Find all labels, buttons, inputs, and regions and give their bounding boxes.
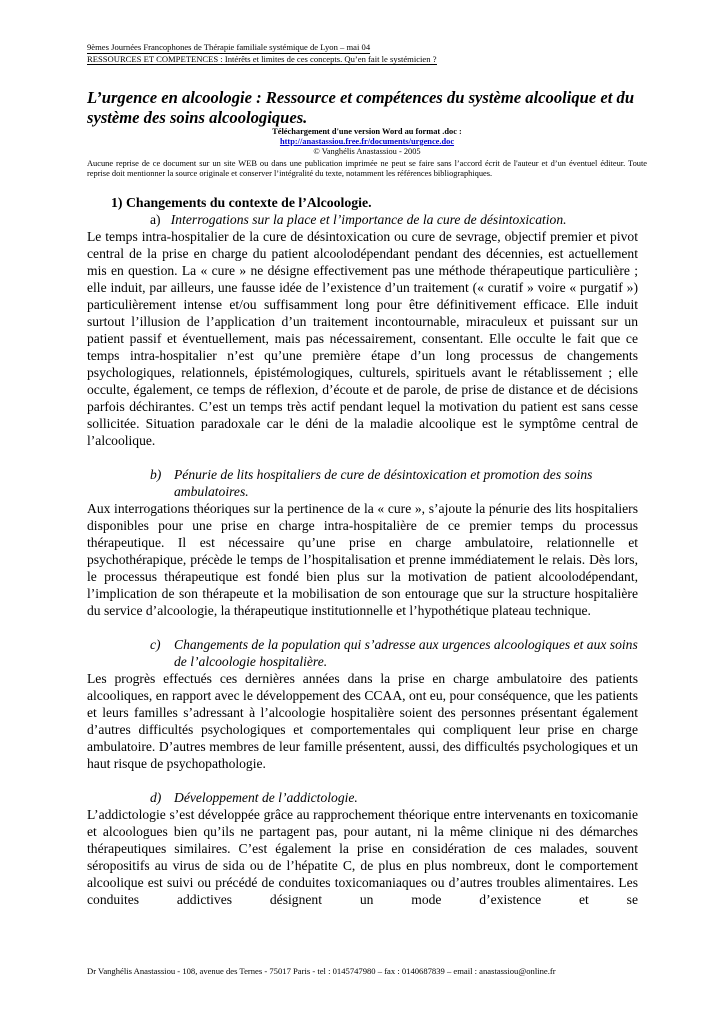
subsection-a-letter: a) — [150, 212, 161, 227]
subsection-d-text: L’addictologie s’est développée grâce au rapprochement théorique entre intervenants en toxicomanie et alcoologues bien qu’ils ne partagent pas, pour autant, ni la même clinique ni des démarches thérapeutiques similaires. C’est également la prise en considération de ces malades, souvent séropositifs au virus de sida ou de l’hépatite C, de plus en plus nombreux, dont le comportement alcoolique est suivi ou précédé de conduites toxicomaniaques ou d’autres troubles alimentaires. Les conduites addictives désignent un mode d’existence et se — [87, 807, 638, 907]
subsection-c-title — [87, 636, 638, 670]
subsection-a-text: Le temps intra-hospitalier de la cure de désintoxication ou cure de sevrage, objectif premier et pivot central de la prise en charge du patient alcoolodépendant pendant des décennies, est actuellement mis en question. La « cure » ne désigne effectivement pas une méthode thérapeutique particulière ; elle induit, par ailleurs, une fausse idée de l’existence d’un traitement (« curatif » voire « purgatif ») particulièrement intense et/ou suffisamment long pour être définitivement efficace. Elle induit surtout l’illusion de l’application d’un traitement incontournable, miraculeux et puissant sur un patient passif et éventuellement, mais pas nécessairement, consentant. Elle occulte le fait que ce temps intra-hospitalier n’est qu’une première étape d’un long processus de changements psychologiques, relationnels, épistémologiques, culturels, spirituels avant le rétablissement ; elle occulte, également, ce temps de réflexion, d’écoute et de parole, de prise de distance et de décisions parfois déchirantes. C’est un temps très actif pendant lequel la motivation du patient est sans cesse sollicitée. Situation paradoxale car le déni de la maladie alcoolique est le symptôme central de l’alcoolique. — [87, 229, 638, 448]
subsection-b-text: Aux interrogations théoriques sur la pertinence de la « cure », s’ajoute la pénurie des lits hospitaliers disponibles pour une prise en charge intra-hospitalière de ce premier temps du processus thérapeutique. Il est nécessaire qu’une prise en charge ambulatoire, relationnelle et psychothérapique, précède le temps de l’hospitalisation et prenne immédiatement le relais. Dès lors, le processus thérapeutique est fondé bien plus sur la motivation de patient alcoolodépendant, l’implication de son thérapeute et la mobilisation de son entourage que sur la structure hospitalière du service d’alcoologie, la thérapeutique institutionnelle et l’hypothétique plateau technique. — [87, 501, 638, 618]
download-block — [87, 127, 647, 157]
page-header — [87, 42, 647, 65]
subsection-b-letter: b) — [150, 467, 162, 482]
document-title: L’urgence en alcoologie : Ressource et compétences du système alcoolique et du système des soins alcoologiques. — [87, 88, 635, 127]
subsection-b-heading: Pénurie de lits hospitaliers de cure de désintoxication et promotion des soins ambulatoires. — [174, 467, 593, 499]
page-footer: Dr Vanghélis Anastassiou - 108, avenue des Ternes - 75017 Paris - tel : 0145747980 – fax : 0140687839 – email : anastassiou@online.fr — [87, 966, 556, 976]
subsection-c-letter: c) — [150, 637, 161, 652]
copyright-line: © Vanghélis Anastassiou - 2005 — [313, 147, 421, 156]
main-content — [87, 194, 638, 908]
reproduction-notice: Aucune reprise de ce document sur un site WEB ou dans une publication imprimée ne peut se faire sans l’accord écrit de l'auteur et d’un éventuel éditeur. Toute reprise doit mentionner la source originale et conserver l’intégralité du texte, notamment les références bibliographiques. — [87, 159, 647, 178]
subsection-d-letter: d) — [150, 790, 162, 805]
subsection-d-title — [87, 789, 638, 806]
subsection-a-heading: Interrogations sur la place et l’importance de la cure de désintoxication. — [170, 212, 567, 227]
header-line-1: 9èmes Journées Francophones de Thérapie familiale systémique de Lyon – mai 04 — [87, 42, 371, 52]
section-heading: 1) Changements du contexte de l’Alcoologie. — [111, 195, 372, 210]
download-link[interactable]: http://anastassiou.free.fr/documents/urgence.doc — [279, 137, 455, 146]
subsection-a-title — [87, 211, 638, 228]
subsection-c-heading: Changements de la population qui s’adresse aux urgences alcoologiques et aux soins de l’alcoologie hospitalière. — [174, 637, 638, 669]
subsection-c-text: Les progrès effectués ces dernières années dans la prise en charge ambulatoire des patients alcooliques, en rapport avec le développement des CCAA, ont eu, pour conséquence, que les patients et leurs familles s’adressant à l’alcoologie hospitalière soient des personnes présentant également d’autres difficultés psychologiques et comportementales qui compliquent leur prise en charge ambulatoire. D’autres membres de leur famille présentent, aussi, des difficultés psychologiques et un haut risque de psychopathologie. — [87, 671, 638, 771]
download-label: Téléchargement d'une version Word au format .doc : — [272, 127, 462, 136]
header-line-2: RESSOURCES ET COMPETENCES : Intérêts et limites de ces concepts. Qu’en fait le systémicien ? — [87, 53, 437, 64]
subsection-b-title — [87, 466, 638, 500]
subsection-d-heading: Développement de l’addictologie. — [174, 790, 358, 805]
